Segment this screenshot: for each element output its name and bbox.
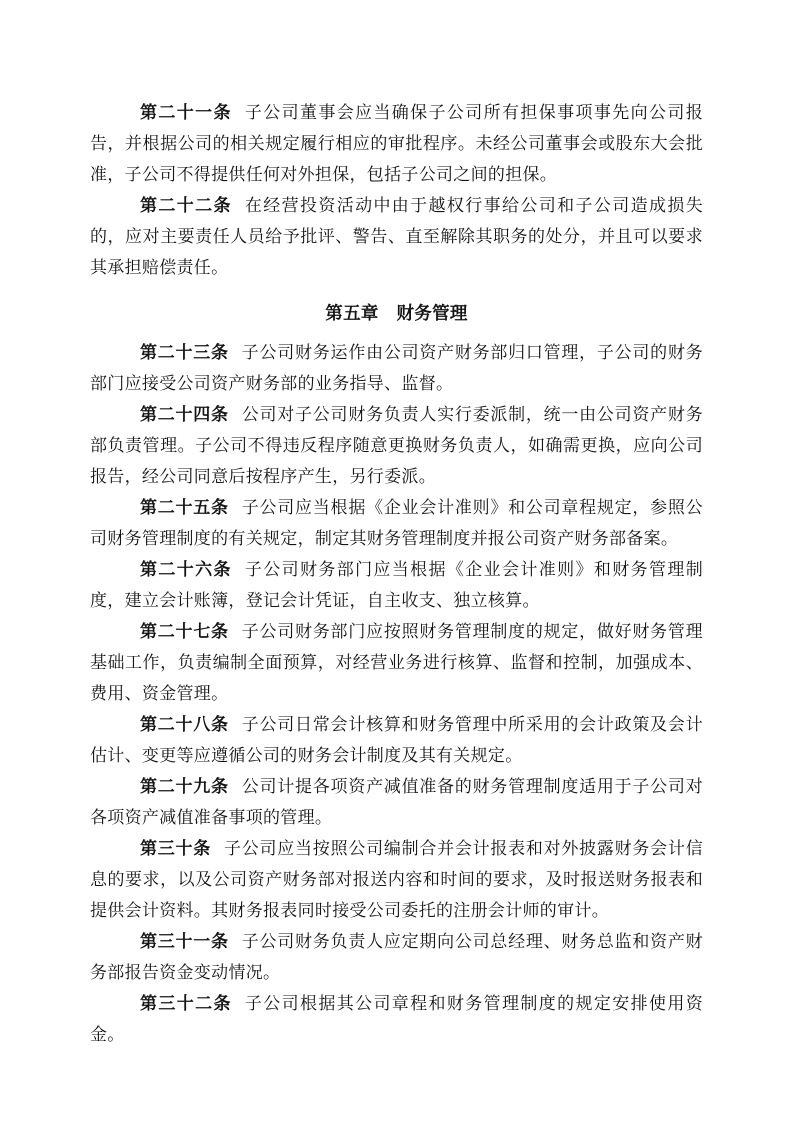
clause-text: 子公司应当根据《企业会计准则》和公司章程规定，参照公司财务管理制度的有关规定，制定其财务管理制度并报公司资产财务部备案。	[90, 498, 703, 548]
clause-number: 第二十四条	[140, 405, 229, 424]
clause-paragraph	[90, 771, 703, 833]
clause-text: 子公司财务运作由公司资产财务部归口管理，子公司的财务部门应接受公司资产财务部的业务指导、监督。	[90, 343, 703, 393]
clause-paragraph	[90, 988, 703, 1050]
clause-paragraph	[90, 616, 703, 709]
clause-paragraph	[90, 926, 703, 988]
clause-number: 第二十三条	[140, 343, 229, 362]
clause-text: 子公司财务负责人应定期向公司总经理、财务总监和资产财务部报告资金变动情况。	[90, 932, 703, 982]
clause-number: 第二十六条	[140, 560, 232, 579]
clause-text: 在经营投资活动中由于越权行事给公司和子公司造成损失的，应对主要责任人员给予批评、警告、直至解除其职务的处分，并且可以要求其承担赔偿责任。	[90, 196, 704, 277]
clause-text: 子公司应当按照公司编制合并会计报表和对外披露财务会计信息的要求，以及公司资产财务部对报送内容和时间的要求，及时报送财务报表和提供会计资料。其财务报表同时接受公司委托的注册会计师的审计。	[90, 839, 703, 920]
clause-number: 第二十九条	[140, 777, 229, 796]
clause-number: 第二十八条	[140, 715, 229, 734]
clause-number: 第二十一条	[140, 103, 232, 122]
clause-paragraph	[90, 97, 703, 190]
clause-text: 子公司财务部门应按照财务管理制度的规定，做好财务管理基础工作，负责编制全面预算，对经营业务进行核算、监督和控制，加强成本、费用、资金管理。	[90, 622, 703, 703]
clause-text: 子公司根据其公司章程和财务管理制度的规定安排使用资金。	[90, 994, 704, 1044]
clause-text: 子公司财务部门应当根据《企业会计准则》和财务管理制度，建立会计账簿，登记会计凭证，自主收支、独立核算。	[90, 560, 704, 610]
clause-paragraph	[90, 709, 703, 771]
clause-paragraph	[90, 492, 703, 554]
clause-paragraph	[90, 190, 703, 283]
document-content	[90, 97, 703, 1050]
clause-text: 公司对子公司财务负责人实行委派制，统一由公司资产财务部负责管理。子公司不得违反程序随意更换财务负责人，如确需更换，应向公司报告，经公司同意后按程序产生，另行委派。	[90, 405, 703, 486]
clause-number: 第二十五条	[140, 498, 229, 517]
clause-number: 第三十二条	[140, 994, 232, 1013]
clause-paragraph	[90, 399, 703, 492]
clause-number: 第二十二条	[140, 196, 232, 215]
clause-paragraph	[90, 833, 703, 926]
clause-number: 第三十一条	[140, 932, 229, 951]
clause-paragraph	[90, 554, 703, 616]
clause-text: 公司计提各项资产减值准备的财务管理制度适用于子公司对各项资产减值准备事项的管理。	[90, 777, 703, 827]
clause-text: 子公司日常会计核算和财务管理中所采用的会计政策及会计估计、变更等应遵循公司的财务会计制度及其有关规定。	[90, 715, 703, 765]
chapter-heading: 第五章 财务管理	[325, 303, 468, 323]
clause-text: 子公司董事会应当确保子公司所有担保事项事先向公司报告，并根据公司的相关规定履行相应的审批程序。未经公司董事会或股东大会批准，子公司不得提供任何对外担保，包括子公司之间的担保。	[90, 103, 704, 184]
clause-paragraph	[90, 337, 703, 399]
clause-number: 第二十七条	[140, 622, 229, 641]
clause-number: 第三十条	[140, 839, 212, 858]
